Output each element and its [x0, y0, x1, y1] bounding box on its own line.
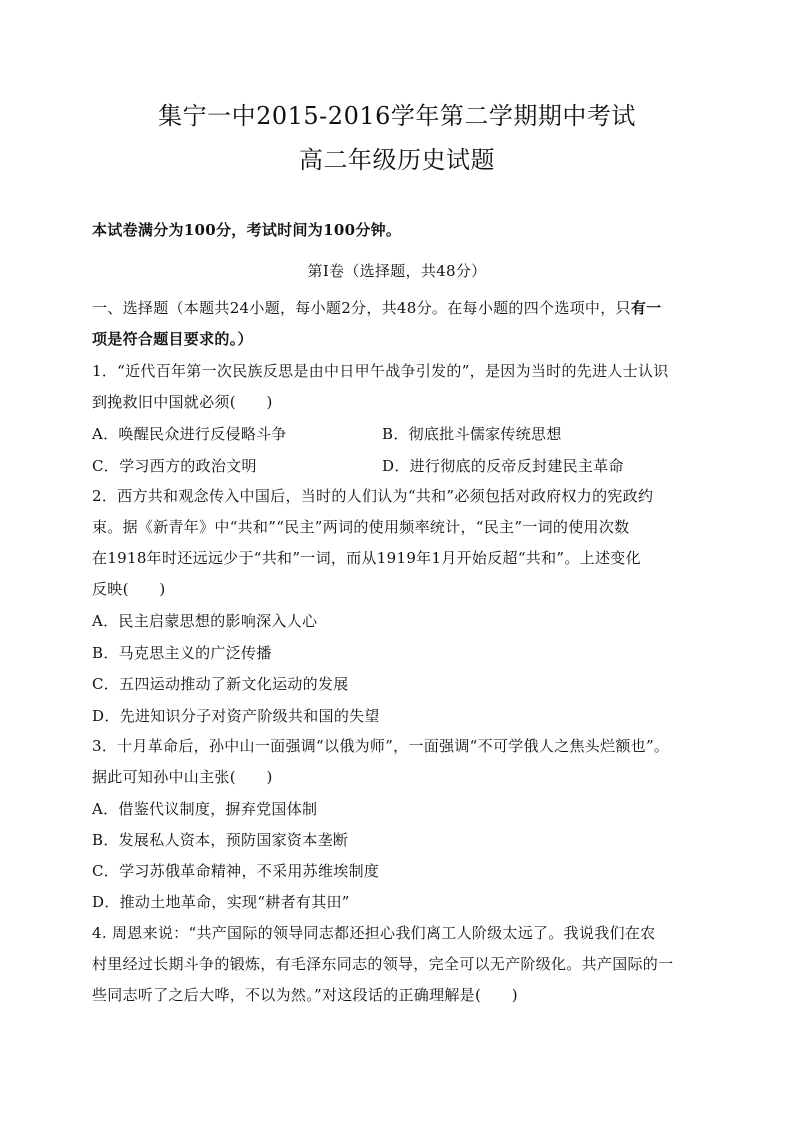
- instruction-line-1: [92, 298, 712, 318]
- question-1-option-a: A．唤醒民众进行反侵略斗争: [92, 425, 287, 443]
- question-3-stem-1: 3．十月革命后，孙中山一面强调“以俄为师”，一面强调“不可学俄人之焦头烂额也”。: [92, 737, 670, 755]
- question-2-option-b: B．马克思主义的广泛传播: [92, 644, 272, 662]
- question-1-option-c: C．学习西方的政治文明: [92, 457, 257, 475]
- question-1-stem-1: 1．“近代百年第一次民族反思是由中日甲午战争引发的”，是因为当时的先进人士认识: [92, 362, 669, 380]
- exam-title: 集宁一中2015-2016学年第二学期期中考试: [158, 102, 636, 130]
- question-4-stem-2: 村里经过长期斗争的锻炼，有毛泽东同志的领导，完全可以无产阶级化。共产国际的一: [92, 955, 674, 973]
- question-2-stem-2: 束。据《新青年》中“共和”“民主”两词的使用频率统计，“民主”一词的使用次数: [92, 518, 630, 536]
- instruction-text: 一、选择题（本题共24小题，每小题2分，共48分。在每小题的四个选项中，只: [92, 299, 631, 317]
- question-3-option-b: B．发展私人资本，预防国家资本垄断: [92, 831, 349, 849]
- section-title: 第Ⅰ卷（选择题，共48分）: [307, 262, 487, 280]
- exam-subtitle: 高二年级历史试题: [299, 146, 495, 174]
- question-2-stem-3: 在1918年时还远远少于“共和”一词，而从1919年1月开始反超“共和”。上述变化: [92, 549, 641, 567]
- question-2-option-c: C．五四运动推动了新文化运动的发展: [92, 675, 349, 693]
- question-2-option-d: D．先进知识分子对资产阶级共和国的失望: [92, 707, 380, 725]
- question-3-option-a: A．借鉴代议制度，摒弃党国体制: [92, 800, 318, 818]
- question-4-stem-1: 4. 周恩来说：“共产国际的领导同志都还担心我们离工人阶级太远了。我说我们在农: [92, 924, 656, 942]
- question-3-option-d: D．推动土地革命，实现“耕者有其田”: [92, 893, 350, 911]
- question-3-option-c: C．学习苏俄革命精神，不采用苏维埃制度: [92, 862, 380, 880]
- question-3-stem-2: 据此可知孙中山主张( ): [92, 768, 273, 786]
- exam-note: 本试卷满分为100分，考试时间为100分钟。: [92, 221, 402, 239]
- question-1-stem-2: 到挽救旧中国就必须( ): [92, 393, 273, 411]
- question-4-stem-3: 些同志听了之后大哗，不以为然。”对这段话的正确理解是( ): [92, 986, 518, 1004]
- question-2-option-a: A．民主启蒙思想的影响深入人心: [92, 612, 318, 630]
- question-2-stem-4: 反映( ): [92, 580, 166, 598]
- question-2-stem-1: 2．西方共和观念传入中国后，当时的人们认为“共和”必须包括对政府权力的宪政约: [92, 487, 654, 505]
- question-1-option-b: B．彻底批斗儒家传统思想: [382, 425, 562, 443]
- instruction-line-2: 项是符合题目要求的。）: [92, 330, 253, 348]
- instruction-emphasis: 有一: [630, 299, 662, 317]
- question-1-option-d: D．进行彻底的反帝反封建民主革命: [382, 457, 624, 475]
